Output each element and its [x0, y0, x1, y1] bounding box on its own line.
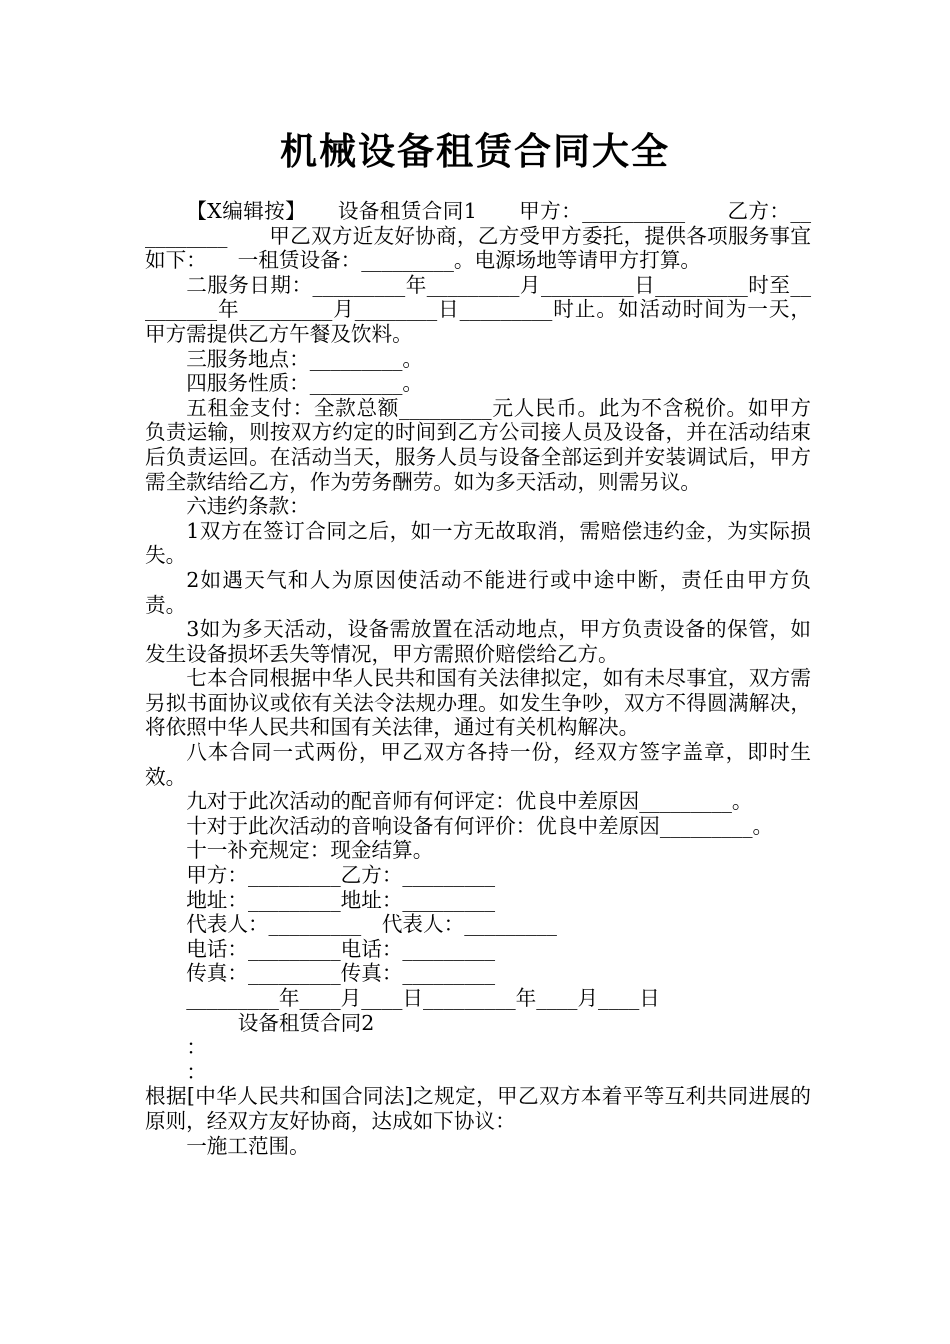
paragraph: 三服务地点：_________。	[186, 346, 424, 371]
signature-line: 代表人：_________ 代表人：_________	[186, 912, 557, 937]
paragraph: 十一补充规定：现金结算。	[186, 838, 434, 863]
paragraph: 3如为多天活动，设备需放置在活动地点，甲方负责设备的保管，如发生设备损坏丢失等情况，甲方需照价赔偿给乙方。	[145, 617, 811, 666]
paragraph: 九对于此次活动的配音师有何评定：优良中差原因_________。	[186, 789, 753, 814]
paragraph: 十对于此次活动的音响设备有何评价：优良中差原因_________。	[186, 813, 774, 838]
paragraph: 八本合同一式两份，甲乙双方各持一份，经双方签字盖章，即时生效。	[145, 740, 811, 789]
paragraph: 根据[中华人民共和国合同法]之规定，甲乙双方本着平等互利共同进展的原则，经双方友好协商，达成如下协议：	[145, 1084, 811, 1133]
party-line: ：	[186, 1035, 207, 1060]
date-line: _________年____月____日_________年____月____日	[186, 986, 660, 1010]
signature-line: 电话：_________电话：_________	[186, 936, 496, 961]
signature-line: 传真：_________传真：_________	[186, 961, 496, 986]
document-body	[145, 199, 811, 1158]
paragraph: 五租金支付：全款总额_________元人民币。此为不含税价。如甲方负责运输，则按双方约定的时间到乙方公司接人员及设备，并在活动结束后负责运回。在活动当天，服务人员与设备全部运到并安装调试后，甲方需全款结给乙方，作为劳务酬劳。如为多天活动，则需另议。	[145, 395, 811, 494]
paragraph: 六违约条款：	[186, 494, 310, 519]
section-heading: 设备租赁合同2	[237, 1010, 375, 1035]
document-title: 机械设备租赁合同大全	[280, 130, 670, 173]
paragraph: 【X编辑按】 设备租赁合同1 甲方：__________ 乙方：__________ 甲乙双方近友好协商，乙方受甲方委托，提供各项服务事宜如下： 一租赁设备：_________。电源场地等请甲方打算。	[145, 199, 811, 273]
signature-line: 地址：_________地址：_________	[186, 887, 496, 912]
paragraph: 二服务日期：_________年_________月_________日_________时至_________年_________月________日_________时止。如活动时间为一天，甲方需提供乙方午餐及饮料。	[145, 272, 811, 346]
party-line: ：	[186, 1059, 207, 1084]
paragraph: 七本合同根据中华人民共和国有关法律拟定，如有未尽事宜，双方需另拟书面协议或依有关法令法规办理。如发生争吵，双方不得圆满解决，将依照中华人民共和国有关法律，通过有关机构解决。	[145, 666, 811, 740]
paragraph: 四服务性质：_________。	[186, 371, 424, 396]
paragraph: 一施工范围。	[186, 1133, 310, 1158]
signature-line: 甲方：_________乙方：_________	[186, 863, 496, 888]
paragraph: 1双方在签订合同之后，如一方无故取消，需赔偿违约金，为实际损失。	[145, 518, 811, 568]
paragraph: 2如遇天气和人为原因使活动不能进行或中途中断，责任由甲方负责。	[145, 567, 811, 617]
